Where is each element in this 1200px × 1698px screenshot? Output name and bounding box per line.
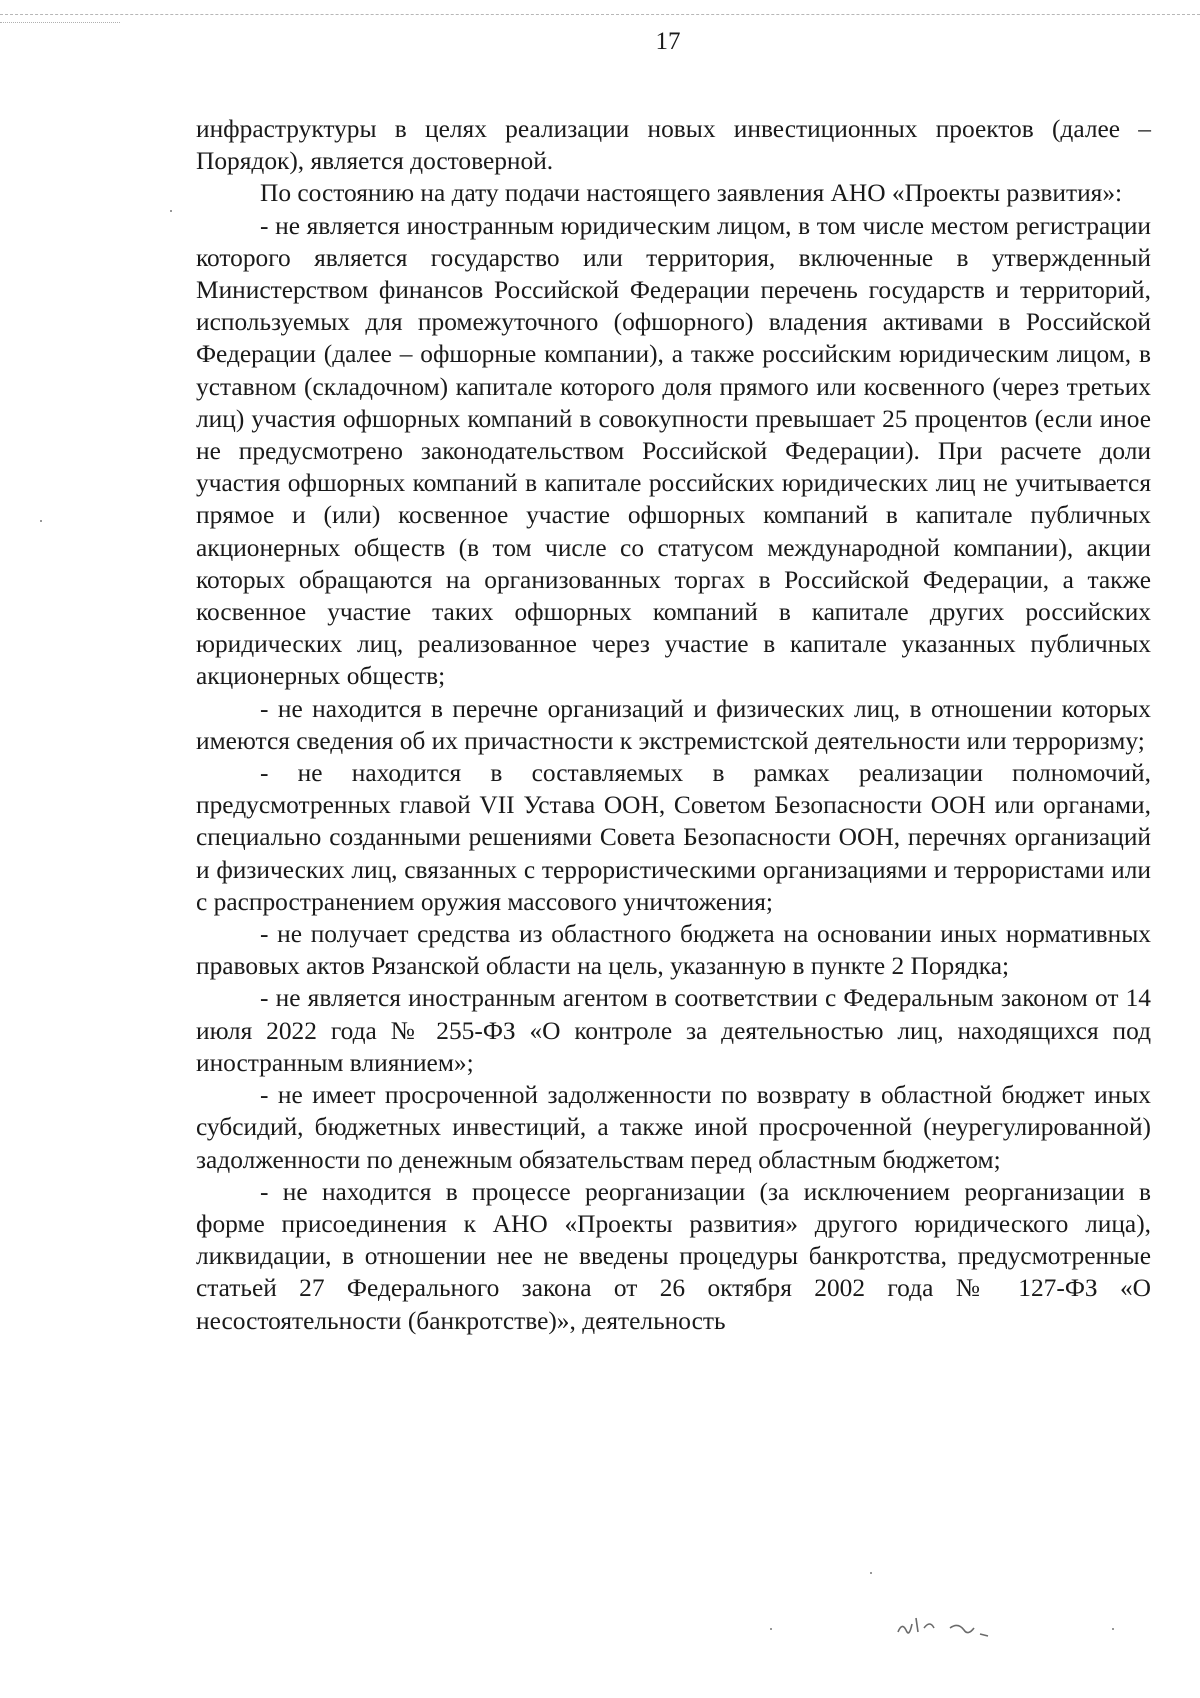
- list-item-reorganization: - не находится в процессе реорганизации (за исключением реорганизации в форме присоединения к АНО «Проекты развития» другого юридического лица), ликвидации, в отношении нее не введены процедуры банкротства, предусмотренные статьей 27 Федерального закона от 26 октября 2002 года № 127-ФЗ «О несостоятельности (банкротстве)», деятельность: [196, 1177, 1151, 1335]
- list-item-foreign-agent: - не является иностранным агентом в соответствии с Федеральным законом от 14 июля 2022 года № 255-ФЗ «О контроле за деятельностью лиц, находящихся под иностранным влиянием»;: [196, 984, 1151, 1077]
- scan-speck: [770, 1628, 772, 1630]
- page-number: 17: [655, 28, 681, 55]
- list-item-budget-funds: - не получает средства из областного бюджета на основании иных нормативных правовых актов Рязанской области на цель, указанную в пункте 2 Порядка;: [196, 920, 1151, 981]
- list-item-offshore: - не является иностранным юридическим лицом, в том числе местом регистрации которого является государство или территория, включенные в утвержденный Министерством финансов Российской Федерации перечень государств и территорий, используемых для промежуточного (офшорного) владения активами в Российской Федерации (далее – офшорные компании), а также российским юридическим лицом, в уставном (складочном) капитале которого доля прямого или косвенного (через третьих лиц) участия офшорных компаний в совокупности превышает 25 процентов (если иное не предусмотрено законодательством Российской Федерации). При расчете доли участия офшорных компаний в капитале российских юридических лиц не учитывается прямое и (или) косвенное участие офшорных компаний в капитале публичных акционерных обществ (в том числе со статусом международной компании), акции которых обращаются на организованных торгах в Российской Федерации, а также косвенное участие таких офшорных компаний в капитале других российских юридических лиц, реализованное через участие в капитале указанных публичных акционерных обществ;: [196, 211, 1151, 691]
- scan-speck: [170, 210, 172, 212]
- scan-speck: [40, 520, 42, 522]
- scan-edge-line-short: [0, 22, 120, 23]
- handwritten-initials: [890, 1588, 1030, 1648]
- scan-speck: [1112, 1628, 1114, 1630]
- paragraph: По состоянию на дату подачи настоящего заявления АНО «Проекты развития»:: [260, 179, 1123, 208]
- list-item-un-lists: - не находится в составляемых в рамках реализации полномочий, предусмотренных главой VII Устава ООН, Советом Безопасности ООН или органами, специально созданными решениями Совета Безопасности ООН, перечнях организаций и физических лиц, связанных с террористическими организациями и террористами или с распространением оружия массового уничтожения;: [196, 759, 1151, 916]
- scan-edge-line: [0, 14, 1200, 15]
- list-item-extremism: - не находится в перечне организаций и физических лиц, в отношении которых имеются сведения об их причастности к экстремистской деятельности или терроризму;: [196, 694, 1151, 755]
- list-item-debt: - не имеет просроченной задолженности по возврату в областной бюджет иных субсидий, бюджетных инвестиций, а также иной просроченной (неурегулированной) задолженности по денежным обязательствам перед областным бюджетом;: [196, 1081, 1151, 1174]
- scan-speck: [870, 1572, 872, 1574]
- paragraph: инфраструктуры в целях реализации новых инвестиционных проектов (далее – Порядок), является достоверной.: [196, 115, 1151, 176]
- document-body: [196, 113, 1151, 1337]
